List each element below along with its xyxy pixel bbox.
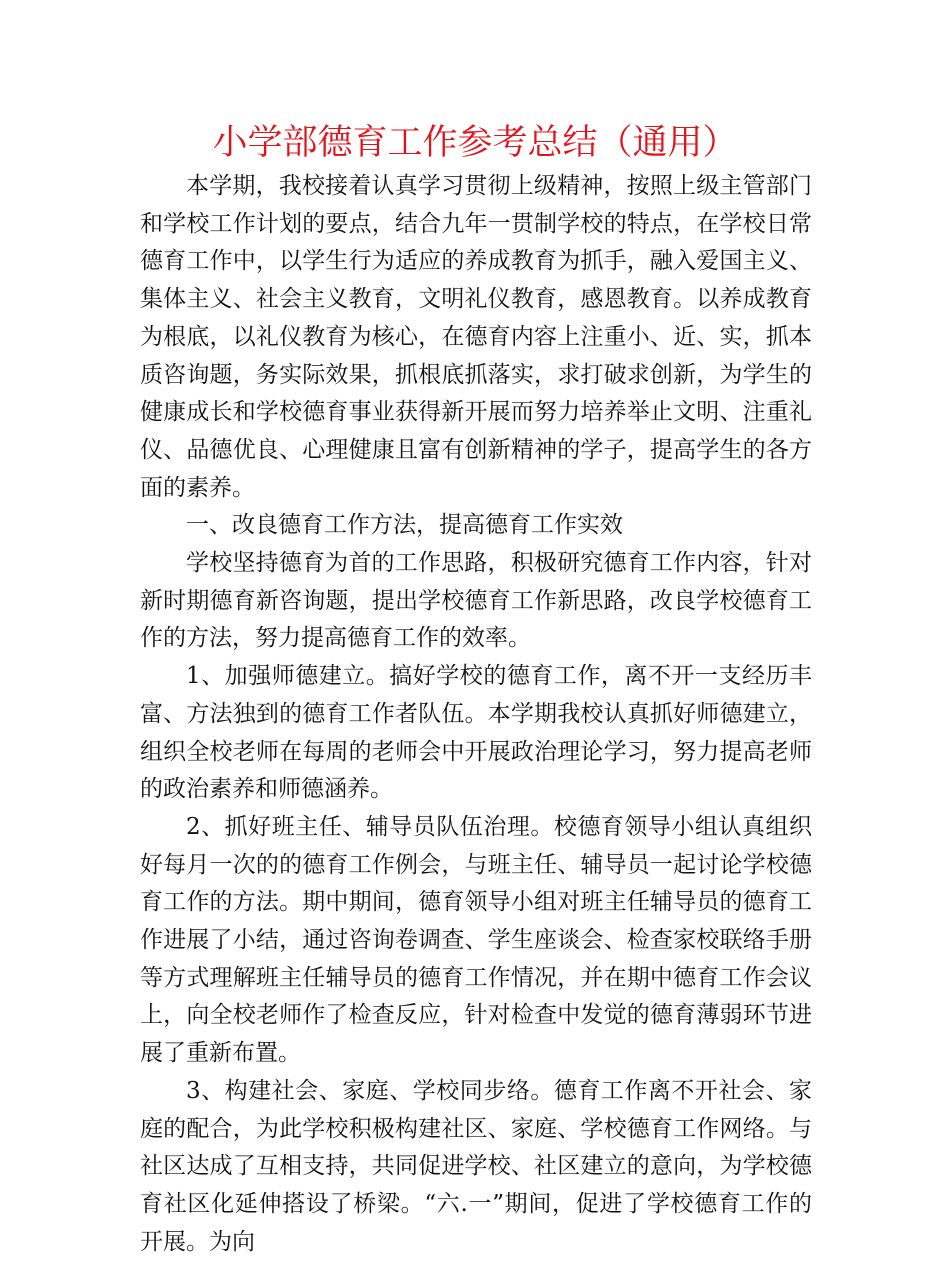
- paragraph-item-3: 3、构建社会、家庭、学校同步络。德育工作离不开社会、家庭的配合，为此学校积极构建社区、家庭、学校德育工作网络。与社区达成了互相支持，共同促进学校、社区建立的意向，为学校德育社区化延伸搭设了桥梁。“六.一”期间，促进了学校德育工作的开展。为向: [140, 1077, 812, 1255]
- section-heading-1: 一、改良德育工作方法，提高德育工作实效: [186, 512, 623, 539]
- paragraph-intro: 本学期，我校接着认真学习贯彻上级精神，按照上级主管部门和学校工作计划的要点，结合九年一贯制学校的特点，在学校日常德育工作中，以学生行为适应的养成教育为抓手，融入爱国主义、集体主义、社会主义教育，文明礼仪教育，感恩教育。以养成教育为根底，以礼仪教育为核心，在德育内容上注重小、近、实，抓本质咨询题，务实际效果，抓根底抓落实，求打破求创新，为学生的健康成长和学校德育事业获得新开展而努力培养举止文明、注重礼仪、品德优良、心理健康且富有创新精神的学子，提高学生的各方面的素养。: [140, 173, 812, 501]
- paragraph-section-1: 学校坚持德育为首的工作思路，积极研究德育工作内容，针对新时期德育新咨询题，提出学校德育工作新思路，改良学校德育工作的方法，努力提高德育工作的效率。: [140, 550, 812, 652]
- document-body: [140, 168, 812, 1261]
- paragraph-item-2: 2、抓好班主任、辅导员队伍治理。校德育领导小组认真组织好每月一次的的德育工作例会，与班主任、辅导员一起讨论学校德育工作的方法。期中期间，德育领导小组对班主任辅导员的德育工作进展了小结，通过咨询卷调查、学生座谈会、检查家校联络手册等方式理解班主任辅导员的德育工作情况，并在期中德育工作会议上，向全校老师作了检查反应，针对检查中发觉的德育薄弱环节进展了重新布置。: [140, 813, 812, 1067]
- document-title: 小学部德育工作参考总结（通用）: [212, 123, 738, 163]
- paragraph-item-1: 1、加强师德建立。搞好学校的德育工作，离不开一支经历丰富、方法独到的德育工作者队伍。本学期我校认真抓好师德建立，组织全校老师在每周的老师会中开展政治理论学习，努力提高老师的政治素养和师德涵养。: [140, 663, 812, 803]
